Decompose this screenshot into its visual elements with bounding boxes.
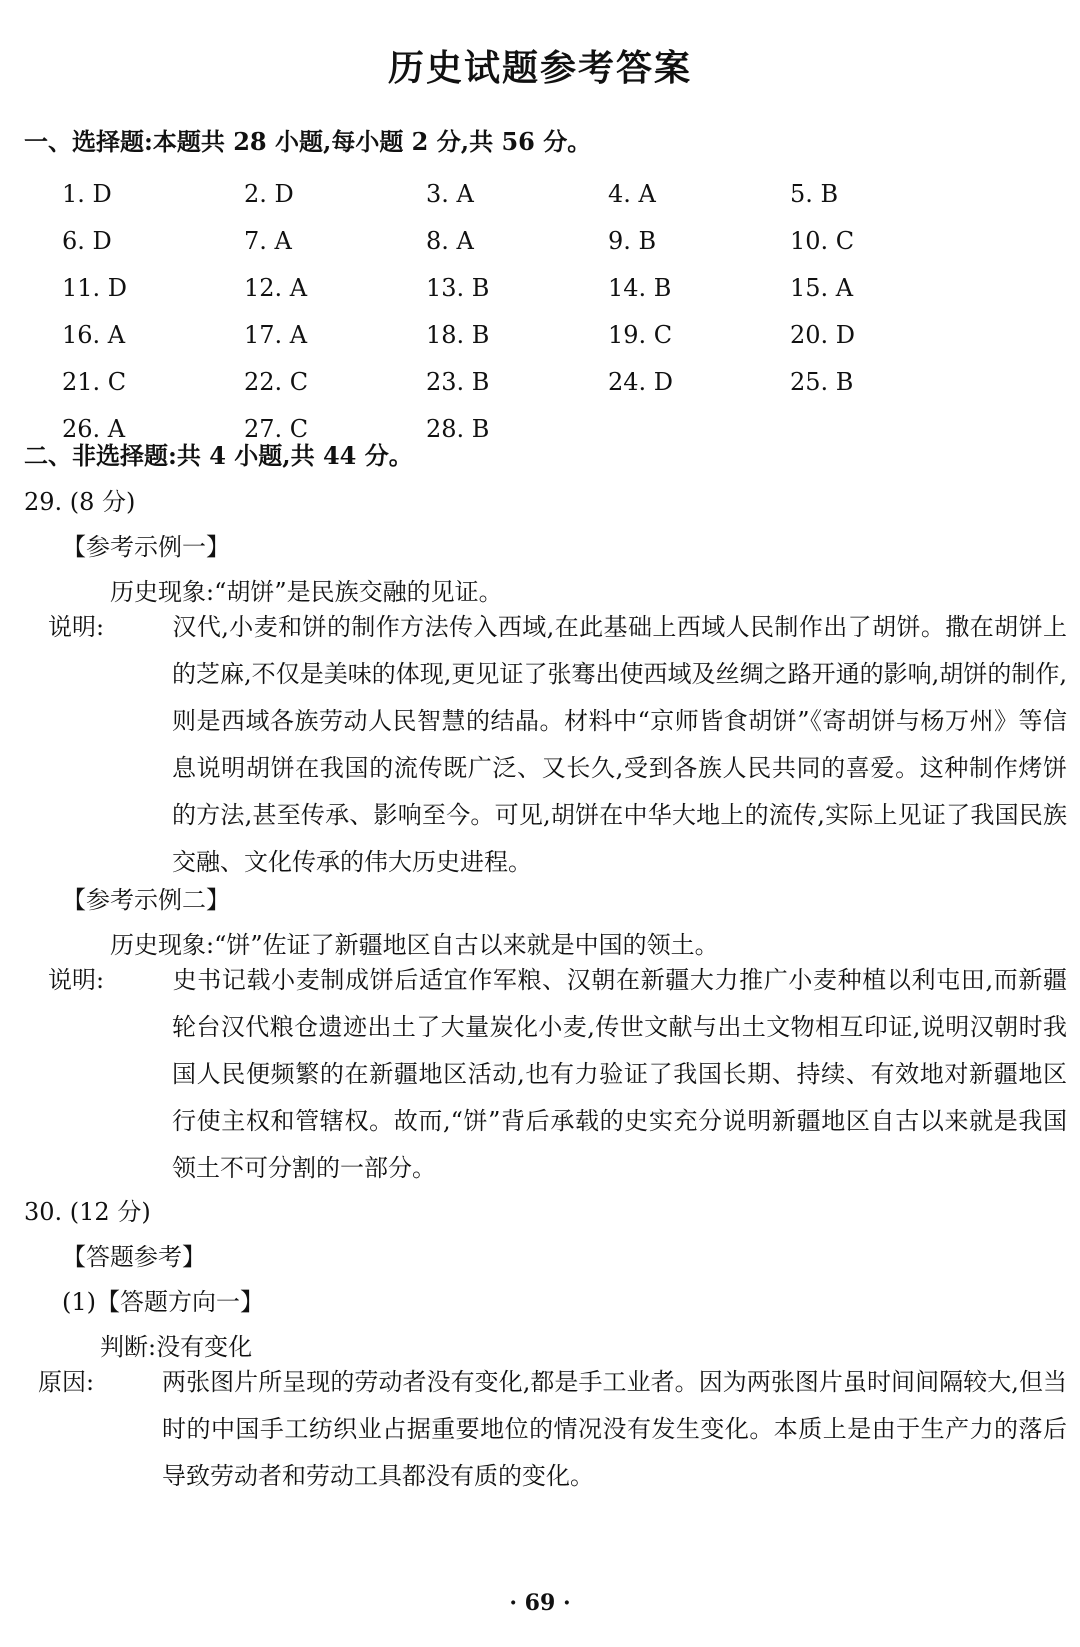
reason-text: 两张图片所呈现的劳动者没有变化,都是手工业者。因为两张图片虽时间间隔较大,但当时的中国手工纺织业占据重要地位的情况没有发生变化。本质上是由于生产力的落后导致劳动者和劳动工具都没有质的变化。 [162, 1368, 1067, 1490]
q29-example-2-label: 【参考示例二】 [62, 886, 230, 914]
answer-item: 15. A [790, 273, 854, 302]
q30-part-1-label: (1)【答题方向一】 [62, 1288, 264, 1316]
answer-item: 23. B [426, 367, 490, 396]
answer-grid [62, 170, 962, 452]
answer-item: 16. A [62, 320, 126, 349]
answer-item: 21. C [62, 367, 127, 396]
page-number: · 69 · [509, 1590, 571, 1616]
q30-heading: 30. (12 分) [24, 1198, 151, 1226]
answer-item: 18. B [426, 320, 490, 349]
answer-item: 1. D [62, 179, 112, 208]
answer-item: 24. D [608, 367, 674, 396]
explain-text: 汉代,小麦和饼的制作方法传入西域,在此基础上西域人民制作出了胡饼。撒在胡饼上的芝麻,不仅是美味的体现,更见证了张骞出使西域及丝绸之路开通的影响,胡饼的制作,则是西域各族劳动人民智慧的结晶。材料中“京师皆食胡饼”《寄胡饼与杨万州》等信息说明胡饼在我国的流传既广泛、又长久,受到各族人民共同的喜爱。这种制作烤饼的方法,甚至传承、影响至今。可见,胡饼在中华大地上的流传,实际上见证了我国民族交融、文化传承的伟大历史进程。 [172, 613, 1067, 876]
answer-item: 2. D [244, 179, 294, 208]
answer-item: 19. C [608, 320, 673, 349]
answer-item: 6. D [62, 226, 112, 255]
answer-item: 11. D [62, 273, 128, 302]
answer-item: 25. B [790, 367, 854, 396]
answer-item: 12. A [244, 273, 308, 302]
section-1-heading: 一、选择题:本题共 28 小题,每小题 2 分,共 56 分。 [24, 127, 592, 156]
answer-item: 9. B [608, 226, 657, 255]
explain-label: 说明: [48, 966, 105, 994]
answer-item: 28. B [426, 414, 490, 443]
answer-item: 3. A [426, 179, 474, 208]
reason-label: 原因: [38, 1368, 95, 1396]
q29-example-1-phenomenon: 历史现象:“胡饼”是民族交融的见证。 [110, 578, 503, 606]
explain-text: 史书记载小麦制成饼后适宜作军粮、汉朝在新疆大力推广小麦种植以利屯田,而新疆轮台汉代粮仓遗迹出土了大量炭化小麦,传世文献与出土文物相互印证,说明汉朝时我国人民便频繁的在新疆地区活动,也有力验证了我国长期、持续、有效地对新疆地区行使主权和管辖权。故而,“饼”背后承载的史实充分说明新疆地区自古以来就是我国领土不可分割的一部分。 [172, 966, 1067, 1182]
page-title: 历史试题参考答案 [387, 47, 692, 89]
answer-item: 26. A [62, 414, 126, 443]
answer-item: 10. C [790, 226, 855, 255]
answer-item: 4. A [608, 179, 656, 208]
q30-reference-label: 【答题参考】 [62, 1243, 206, 1271]
q29-example-1-explanation [48, 604, 1067, 886]
answer-item: 22. C [244, 367, 309, 396]
answer-item: 8. A [426, 226, 474, 255]
answer-item: 5. B [790, 179, 839, 208]
answer-item: 14. B [608, 273, 672, 302]
q29-heading: 29. (8 分) [24, 488, 136, 516]
section-2-heading: 二、非选择题:共 4 小题,共 44 分。 [24, 441, 413, 470]
q29-example-2-phenomenon: 历史现象:“饼”佐证了新疆地区自古以来就是中国的领土。 [110, 931, 719, 959]
q30-reason [38, 1359, 1067, 1500]
answer-item: 7. A [244, 226, 292, 255]
q29-example-1-label: 【参考示例一】 [62, 533, 230, 561]
q30-judgment: 判断:没有变化 [100, 1333, 253, 1361]
explain-label: 说明: [48, 613, 105, 641]
answer-item: 13. B [426, 273, 490, 302]
answer-item: 27. C [244, 414, 309, 443]
q29-example-2-explanation [48, 957, 1067, 1192]
answer-item: 20. D [790, 320, 856, 349]
answer-item: 17. A [244, 320, 308, 349]
